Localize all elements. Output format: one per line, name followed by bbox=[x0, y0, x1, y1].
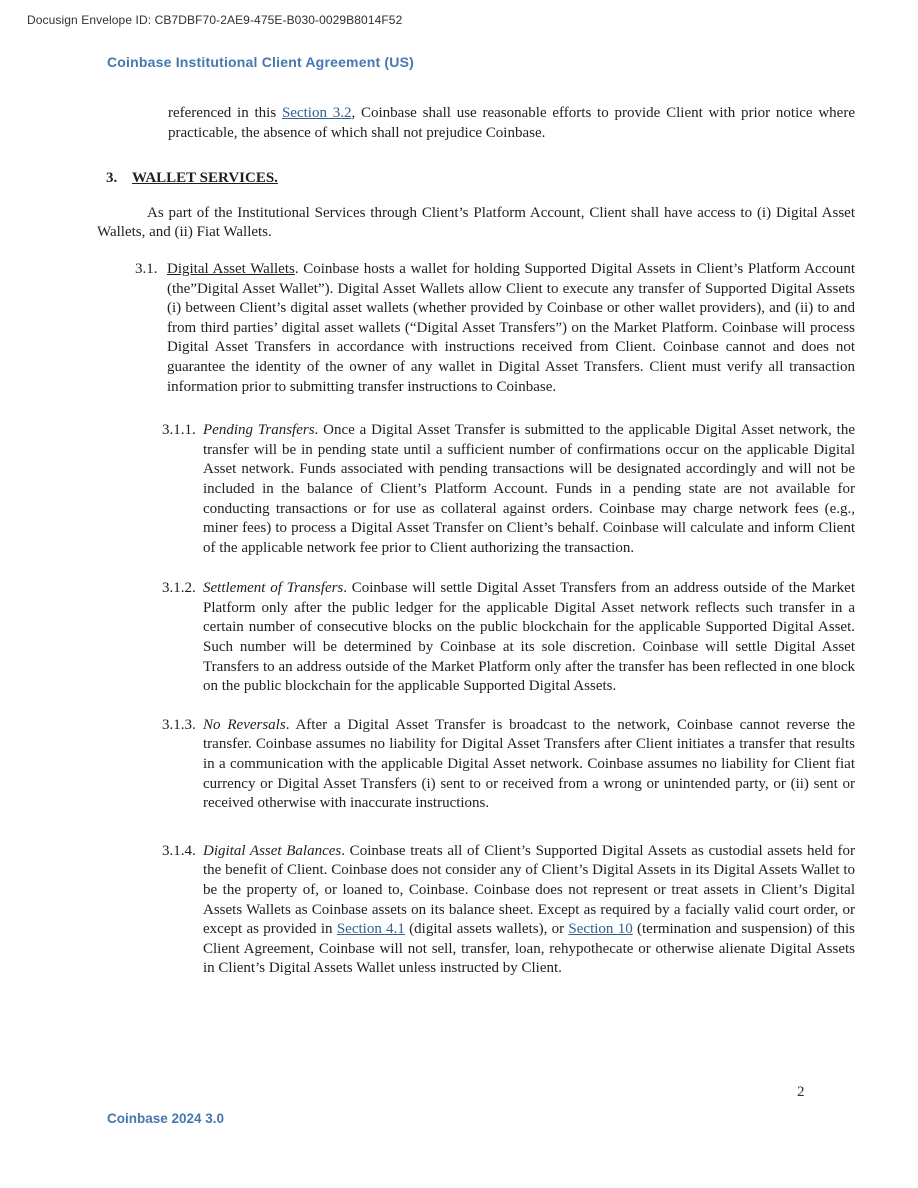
section-3-1-3-number: 3.1.3. bbox=[162, 716, 196, 733]
section-3-1-4-title: Digital Asset Balances bbox=[203, 842, 342, 859]
section-3-1-title: Digital Asset Wallets bbox=[167, 260, 295, 277]
document-title: Coinbase Institutional Client Agreement (US) bbox=[107, 54, 414, 70]
section-3-1-3-title: No Reversals bbox=[203, 716, 286, 733]
section-10-link[interactable]: Section 10 bbox=[568, 921, 633, 938]
section-3-heading bbox=[97, 169, 855, 189]
section-3-1-4-text-post: (termination and suspension) of this Client Agreement, Coinbase will not sell, transfer, loan, rehypothecate or otherwise alienate Digital Assets in Client’s Digital Assets Wallet unless instructed by Client. bbox=[203, 921, 856, 977]
section-3-1-2-text: . Coinbase will settle Digital Asset Transfers from an address outside of the Market Platform only after the public ledger for the applicable Digital Asset network reflects such transfer in a certain number of consecutive blocks on the public blockchain for the applicable Supported Digital Asset. Such number will be determined by Coinbase at its sole discretion. Coinbase will settle Digital Asset Transfers to an address outside of the Market Platform only after the transfer has been reflected in one block on the public blockchain for the applicable Supported Digital Assets. bbox=[203, 580, 855, 695]
section-3-1-2-title: Settlement of Transfers bbox=[203, 580, 344, 597]
docusign-envelope-id-label: Docusign Envelope ID: CB7DBF70-2AE9-475E-B030-0029B8014F52 bbox=[27, 13, 403, 27]
section-3-1-1 bbox=[97, 421, 855, 558]
section-3-1-text: . Coinbase hosts a wallet for holding Supported Digital Assets in Client’s Platform Account (the”Digital Asset Wallet”). Digital Asset Wallets allow Client to execute any transfer of Supported Digital Assets (i) between Client’s digital asset wallets (whether provided by Coinbase or other wallet providers), and (ii) to and from third parties’ digital asset wallets (“Digital Asset Transfers”) on the Market Platform. Coinbase will process Digital Asset Transfers in accordance with instructions received from Client. Coinbase cannot and does not guarantee the identity of the owner of any wallet in Digital Asset Transfers. Client must verify all transaction information prior to submitting transfer instructions to Coinbase. bbox=[167, 260, 855, 395]
page-number: 2 bbox=[797, 1084, 805, 1100]
section-3-1-2-paragraph bbox=[203, 579, 855, 697]
section-3-1-4 bbox=[97, 842, 855, 979]
section-3-1-1-title: Pending Transfers bbox=[203, 422, 315, 439]
section-3-1-4-text-pre: . Coinbase treats all of Client’s Supported Digital Assets as custodial assets held for the benefit of Client. Coinbase does not consider any of Client’s Digital Assets in its Digital Assets Wallet to be the property of, or loaned to, Coinbase. Coinbase does not represent or treat assets in Client’s Digital Assets Wallets as Coinbase assets on its balance sheet. Except as required by a facially valid court order, or except as provided in bbox=[203, 842, 855, 938]
section-3-lead-paragraph: As part of the Institutional Services through Client’s Platform Account, Client shall have access to (i) Digital Asset Wallets, and (ii) Fiat Wallets. bbox=[97, 204, 855, 241]
section-3-1-paragraph bbox=[167, 260, 855, 397]
section-3-1-1-text: . Once a Digital Asset Transfer is submitted to the applicable Digital Asset network, the transfer will be in pending state until a sufficient number of confirmations occur on the applicable Digital Asset network. Funds associated with pending transactions will be designated accordingly and will not be included in the balance of Client’s Platform Account. Funds in a pending state are not available for conducting transactions or for use as collateral against orders. Coinbase may charge network fees (e.g., miner fees) to process a Digital Asset Transfer on Client’s behalf. Coinbase will calculate and inform Client of the applicable network fee prior to Client authorizing the transaction. bbox=[203, 422, 855, 556]
section-3-2-link[interactable]: Section 3.2 bbox=[281, 105, 352, 121]
section-3-number: 3. bbox=[106, 170, 118, 187]
intro-paragraph bbox=[168, 104, 855, 143]
section-3-1-3-paragraph bbox=[203, 716, 855, 814]
section-3-1-1-paragraph bbox=[203, 421, 855, 558]
section-3-title: WALLET SERVICES. bbox=[132, 170, 278, 187]
section-3-1-4-text-mid: (digital assets wallets), or bbox=[404, 921, 569, 938]
intro-text-post: , Coinbase shall use reasonable efforts to provide Client with prior notice where practicable, the absence of which shall not prejudice Coinbase. bbox=[168, 105, 855, 141]
section-3-1-2 bbox=[97, 579, 855, 697]
section-3-1-number: 3.1. bbox=[135, 260, 158, 277]
section-4-1-link[interactable]: Section 4.1 bbox=[336, 921, 405, 938]
intro-text-pre: referenced in this bbox=[168, 105, 282, 121]
section-3-1-1-number: 3.1.1. bbox=[162, 422, 196, 439]
section-3-1-2-number: 3.1.2. bbox=[162, 580, 196, 597]
footer-version-label: Coinbase 2024 3.0 bbox=[107, 1111, 225, 1126]
section-3-1-3 bbox=[97, 716, 855, 814]
section-3-1 bbox=[97, 260, 855, 397]
section-3-1-4-paragraph bbox=[203, 842, 855, 979]
section-3-1-4-number: 3.1.4. bbox=[162, 842, 196, 859]
section-3-1-3-text: . After a Digital Asset Transfer is broadcast to the network, Coinbase cannot reverse the transfer. Coinbase assumes no liability for Digital Asset Transfers after Client initiates a transfer that results in a communication with the applicable Digital Asset network. Coinbase assumes no liability for Client fiat currency or Digital Asset Transfers (i) sent to or received from a wrong or unintended party, or (ii) sent or received otherwise with inaccurate instructions. bbox=[203, 716, 855, 812]
document-body bbox=[97, 104, 855, 979]
